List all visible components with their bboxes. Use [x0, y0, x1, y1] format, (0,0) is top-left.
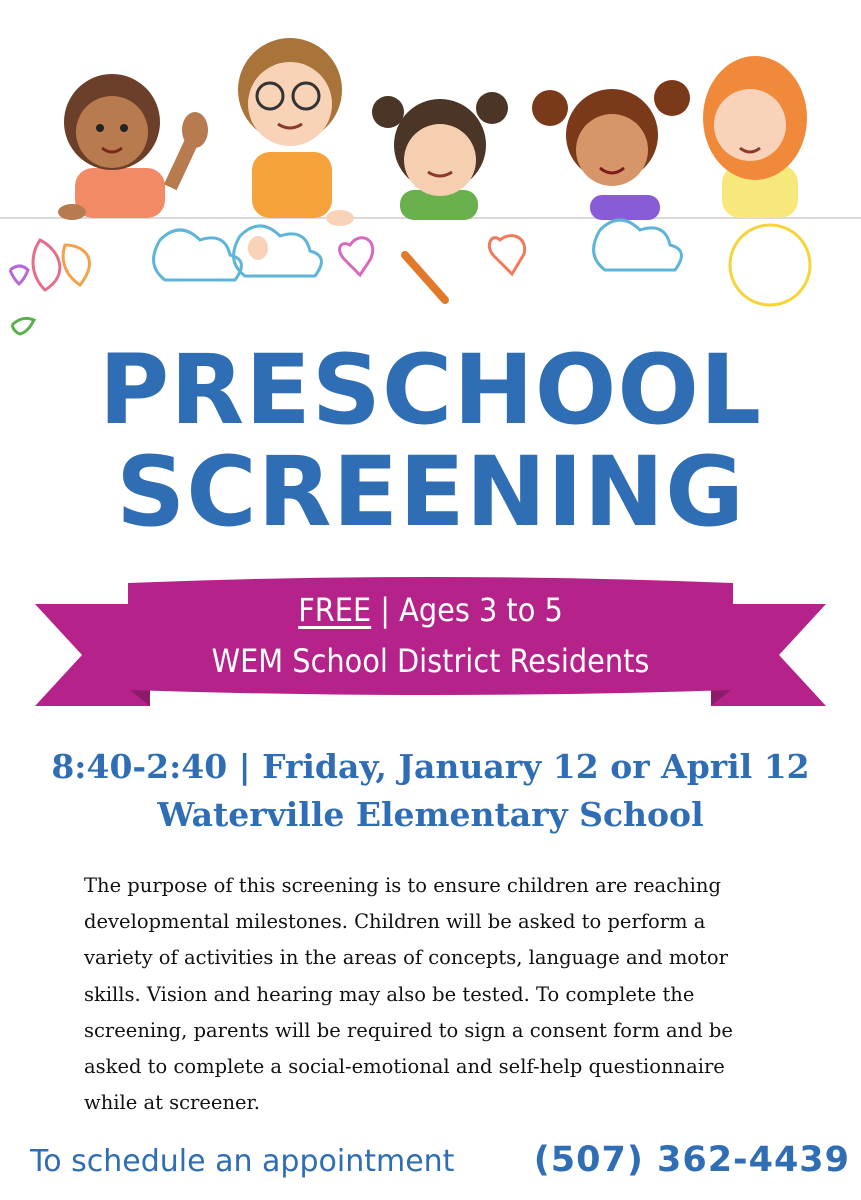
description-line: while at screener. — [84, 1091, 260, 1115]
ribbon-separator: | — [380, 591, 390, 629]
title-line-2: SCREENING — [116, 436, 745, 548]
description — [84, 868, 784, 1121]
schedule-cta: To schedule an appointment — [30, 1144, 455, 1179]
free-label: FREE — [298, 591, 372, 629]
ages-label: Ages 3 to 5 — [399, 591, 563, 629]
ribbon-line-1 — [0, 591, 861, 629]
description-line: The purpose of this screening is to ensure children are reaching — [84, 874, 721, 897]
residents-label: WEM School District Residents — [211, 642, 650, 680]
description-line: asked to complete a social-emotional and self-help questionnaire — [84, 1055, 725, 1079]
title-line-1: PRESCHOOL — [98, 334, 763, 446]
description-line: skills. Vision and hearing may also be tested. To complete the — [84, 982, 695, 1006]
description-line: developmental milestones. Children will be asked to perform a — [84, 910, 706, 934]
event-location: Waterville Elementary School — [157, 795, 704, 834]
event-datetime: 8:40-2:40 | Friday, January 12 or April 12 — [51, 747, 810, 786]
phone-number[interactable]: (507) 362-4439 — [533, 1140, 850, 1180]
description-line: variety of activities in the areas of concepts, language and motor — [84, 946, 728, 970]
footer — [30, 1140, 850, 1190]
description-line: screening, parents will be required to sign a consent form and be — [84, 1018, 733, 1042]
